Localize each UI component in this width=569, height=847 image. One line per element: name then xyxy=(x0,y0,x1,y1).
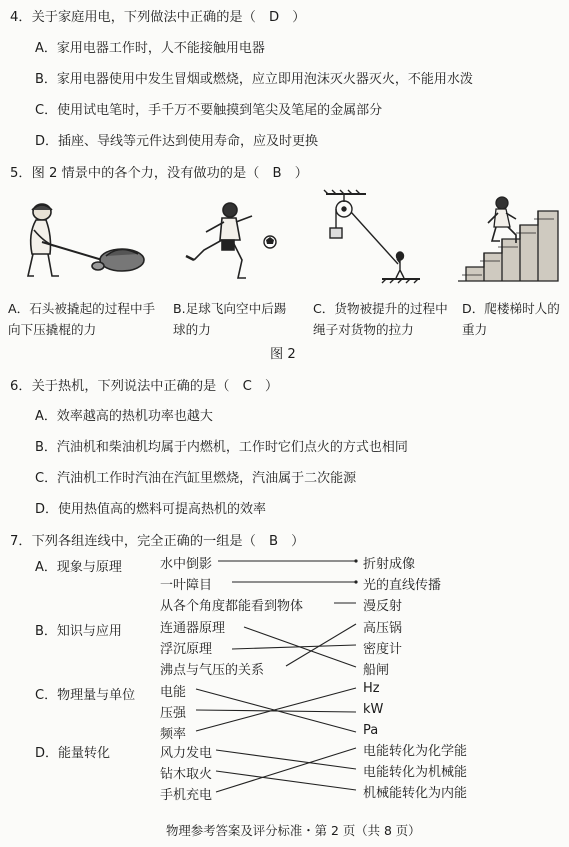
q4-option-b: B．家用电器使用中发生冒烟或燃烧，应立即用泡沫灭火器灭火，不能用水泼 xyxy=(35,72,473,87)
q7-b-left-2: 浮沉原理 xyxy=(160,642,213,657)
q7-d-line-1 xyxy=(216,750,356,769)
q4-option-a: A．家用电器工作时，人不能接触用电器 xyxy=(35,41,265,56)
q7-a-left-3: 从各个角度都能看到物体 xyxy=(160,599,304,614)
q7-b-right-1: 高压锅 xyxy=(363,621,403,636)
q7-c-right-3: Pa xyxy=(363,723,379,738)
q5-caption-c: C．货物被提升的过程中绳子对货物的拉力 xyxy=(313,301,448,337)
q7-b-left-3: 沸点与气压的关系 xyxy=(160,663,265,678)
q7-group-b-label: B．知识与应用 xyxy=(35,624,122,639)
figure-2-label: 图 2 xyxy=(270,347,296,362)
q7-b-right-2: 密度计 xyxy=(363,642,403,657)
q7-group-c-label: C．物理量与单位 xyxy=(35,688,136,703)
q7-c-line-3 xyxy=(196,688,356,731)
q7-a-left-2: 一叶障目 xyxy=(160,578,213,593)
q7-b-line-2 xyxy=(232,645,356,649)
q7-c-right-2: kW xyxy=(363,702,384,717)
q6-stem: 6．关于热机，下列说法中正确的是（ C ） xyxy=(10,379,279,394)
q7-b-left-1: 连通器原理 xyxy=(160,621,226,636)
q7-d-right-1: 电能转化为化学能 xyxy=(363,744,468,759)
q4-option-c: C．使用试电笔时，手千万不要触摸到笔尖及笔尾的金属部分 xyxy=(35,103,383,118)
q7-a-left-1: 水中倒影 xyxy=(160,557,213,572)
q7-d-left-3: 手机充电 xyxy=(160,788,213,803)
q7-a-right-2: 光的直线传播 xyxy=(363,578,442,593)
q4-stem: 4．关于家庭用电，下列做法中正确的是（ D ） xyxy=(10,10,306,25)
q7-c-left-2: 压强 xyxy=(160,706,187,721)
q7-a-right-1: 折射成像 xyxy=(363,557,416,572)
q5-caption-a: A．石头被撬起的过程中手向下压撬棍的力 xyxy=(8,301,156,337)
q7-c-left-1: 电能 xyxy=(160,685,187,700)
q7-d-right-2: 电能转化为机械能 xyxy=(363,765,468,780)
q7-d-left-1: 风力发电 xyxy=(160,746,213,761)
q7-a-right-3: 漫反射 xyxy=(363,599,403,614)
q5-caption-b: B.足球飞向空中后踢球的力 xyxy=(173,301,287,337)
q5-stem: 5．图 2 情景中的各个力，没有做功的是（ B ） xyxy=(10,166,308,181)
q6-option-c: C．汽油机工作时汽油在汽缸里燃烧，汽油属于二次能源 xyxy=(35,471,357,486)
q7-c-right-1: Hz xyxy=(363,681,380,696)
q7-c-left-3: 频率 xyxy=(160,727,187,742)
q7-group-a-label: A．现象与原理 xyxy=(35,560,122,575)
q5-caption-d: D．爬楼梯时人的重力 xyxy=(462,301,560,337)
q7-b-right-3: 船闸 xyxy=(363,663,390,678)
q7-d-line-2 xyxy=(216,771,356,790)
q7-d-line-3 xyxy=(216,748,356,792)
page-footer: 物理参考答案及评分标准・第 2 页（共 8 页） xyxy=(166,823,421,838)
q7-stem: 7．下列各组连线中，完全正确的一组是（ B ） xyxy=(10,534,305,549)
q7-d-left-2: 钻木取火 xyxy=(160,767,213,782)
q7-d-right-3: 机械能转化为内能 xyxy=(363,786,468,801)
q6-option-d: D．使用热值高的燃料可提高热机的效率 xyxy=(35,502,267,517)
q4-option-d: D．插座、导线等元件达到使用寿命，应及时更换 xyxy=(35,134,319,149)
q6-option-a: A．效率越高的热机功率也越大 xyxy=(35,409,213,424)
q7-group-d-label: D．能量转化 xyxy=(35,746,111,761)
q6-option-b: B．汽油机和柴油机均属于内燃机，工作时它们点火的方式也相同 xyxy=(35,440,408,455)
